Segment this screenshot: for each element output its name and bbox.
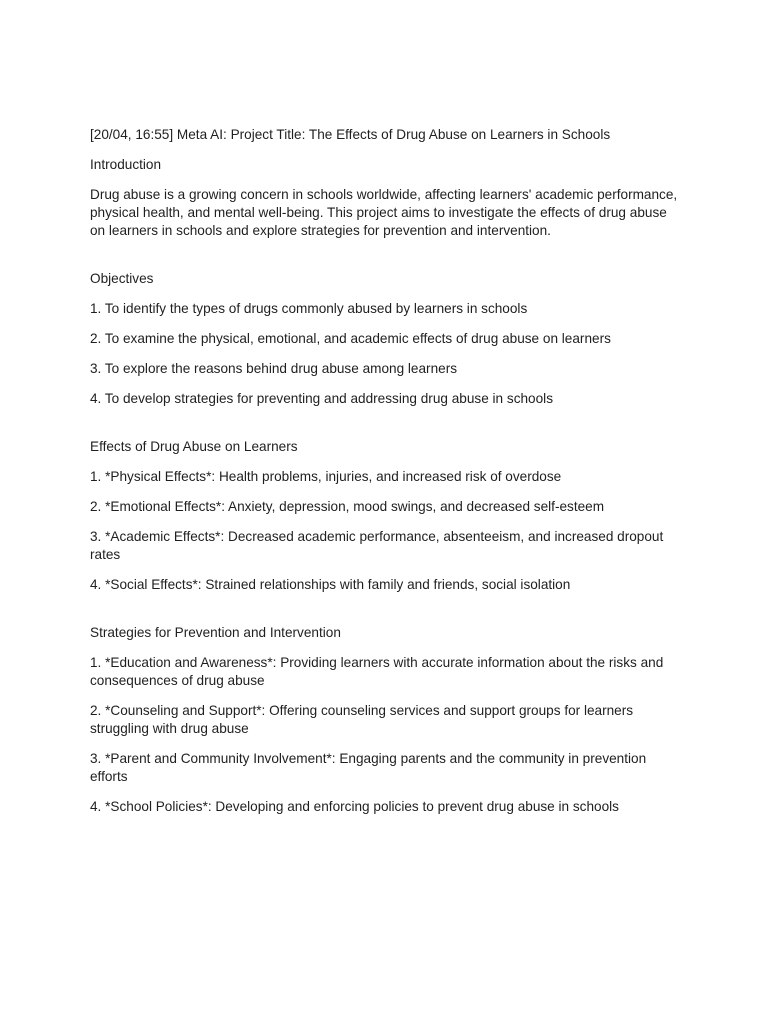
effect-item: 2. *Emotional Effects*: Anxiety, depression, mood swings, and decreased self-esteem <box>90 499 605 514</box>
strategy-item: 3. *Parent and Community Involvement*: Engaging parents and the community in prevention efforts <box>90 751 647 784</box>
strategies-heading: Strategies for Prevention and Intervention <box>90 625 341 640</box>
message-header: [20/04, 16:55] Meta AI: Project Title: The Effects of Drug Abuse on Learners in Schools <box>90 127 611 142</box>
effect-item: 3. *Academic Effects*: Decreased academic performance, absenteeism, and increased dropout rates <box>90 529 664 562</box>
effect-item: 1. *Physical Effects*: Health problems, injuries, and increased risk of overdose <box>90 469 562 484</box>
strategy-item: 1. *Education and Awareness*: Providing learners with accurate information about the risks and consequences of drug abuse <box>90 655 664 688</box>
introduction-heading: Introduction <box>90 157 162 172</box>
document-page <box>90 126 682 828</box>
objectives-heading: Objectives <box>90 271 154 286</box>
effects-heading: Effects of Drug Abuse on Learners <box>90 439 298 454</box>
objective-item: 3. To explore the reasons behind drug abuse among learners <box>90 361 458 376</box>
objective-item: 2. To examine the physical, emotional, and academic effects of drug abuse on learners <box>90 331 611 346</box>
strategy-item: 2. *Counseling and Support*: Offering counseling services and support groups for learners struggling with drug abuse <box>90 703 634 736</box>
objective-item: 4. To develop strategies for preventing and addressing drug abuse in schools <box>90 391 553 406</box>
strategy-item: 4. *School Policies*: Developing and enforcing policies to prevent drug abuse in schools <box>90 799 619 814</box>
effect-item: 4. *Social Effects*: Strained relationships with family and friends, social isolation <box>90 577 571 592</box>
introduction-body: Drug abuse is a growing concern in schools worldwide, affecting learners' academic performance, physical health, and mental well-being. This project aims to investigate the effects of drug abuse on learners in schools and explore strategies for prevention and intervention. <box>90 187 678 238</box>
objective-item: 1. To identify the types of drugs commonly abused by learners in schools <box>90 301 528 316</box>
